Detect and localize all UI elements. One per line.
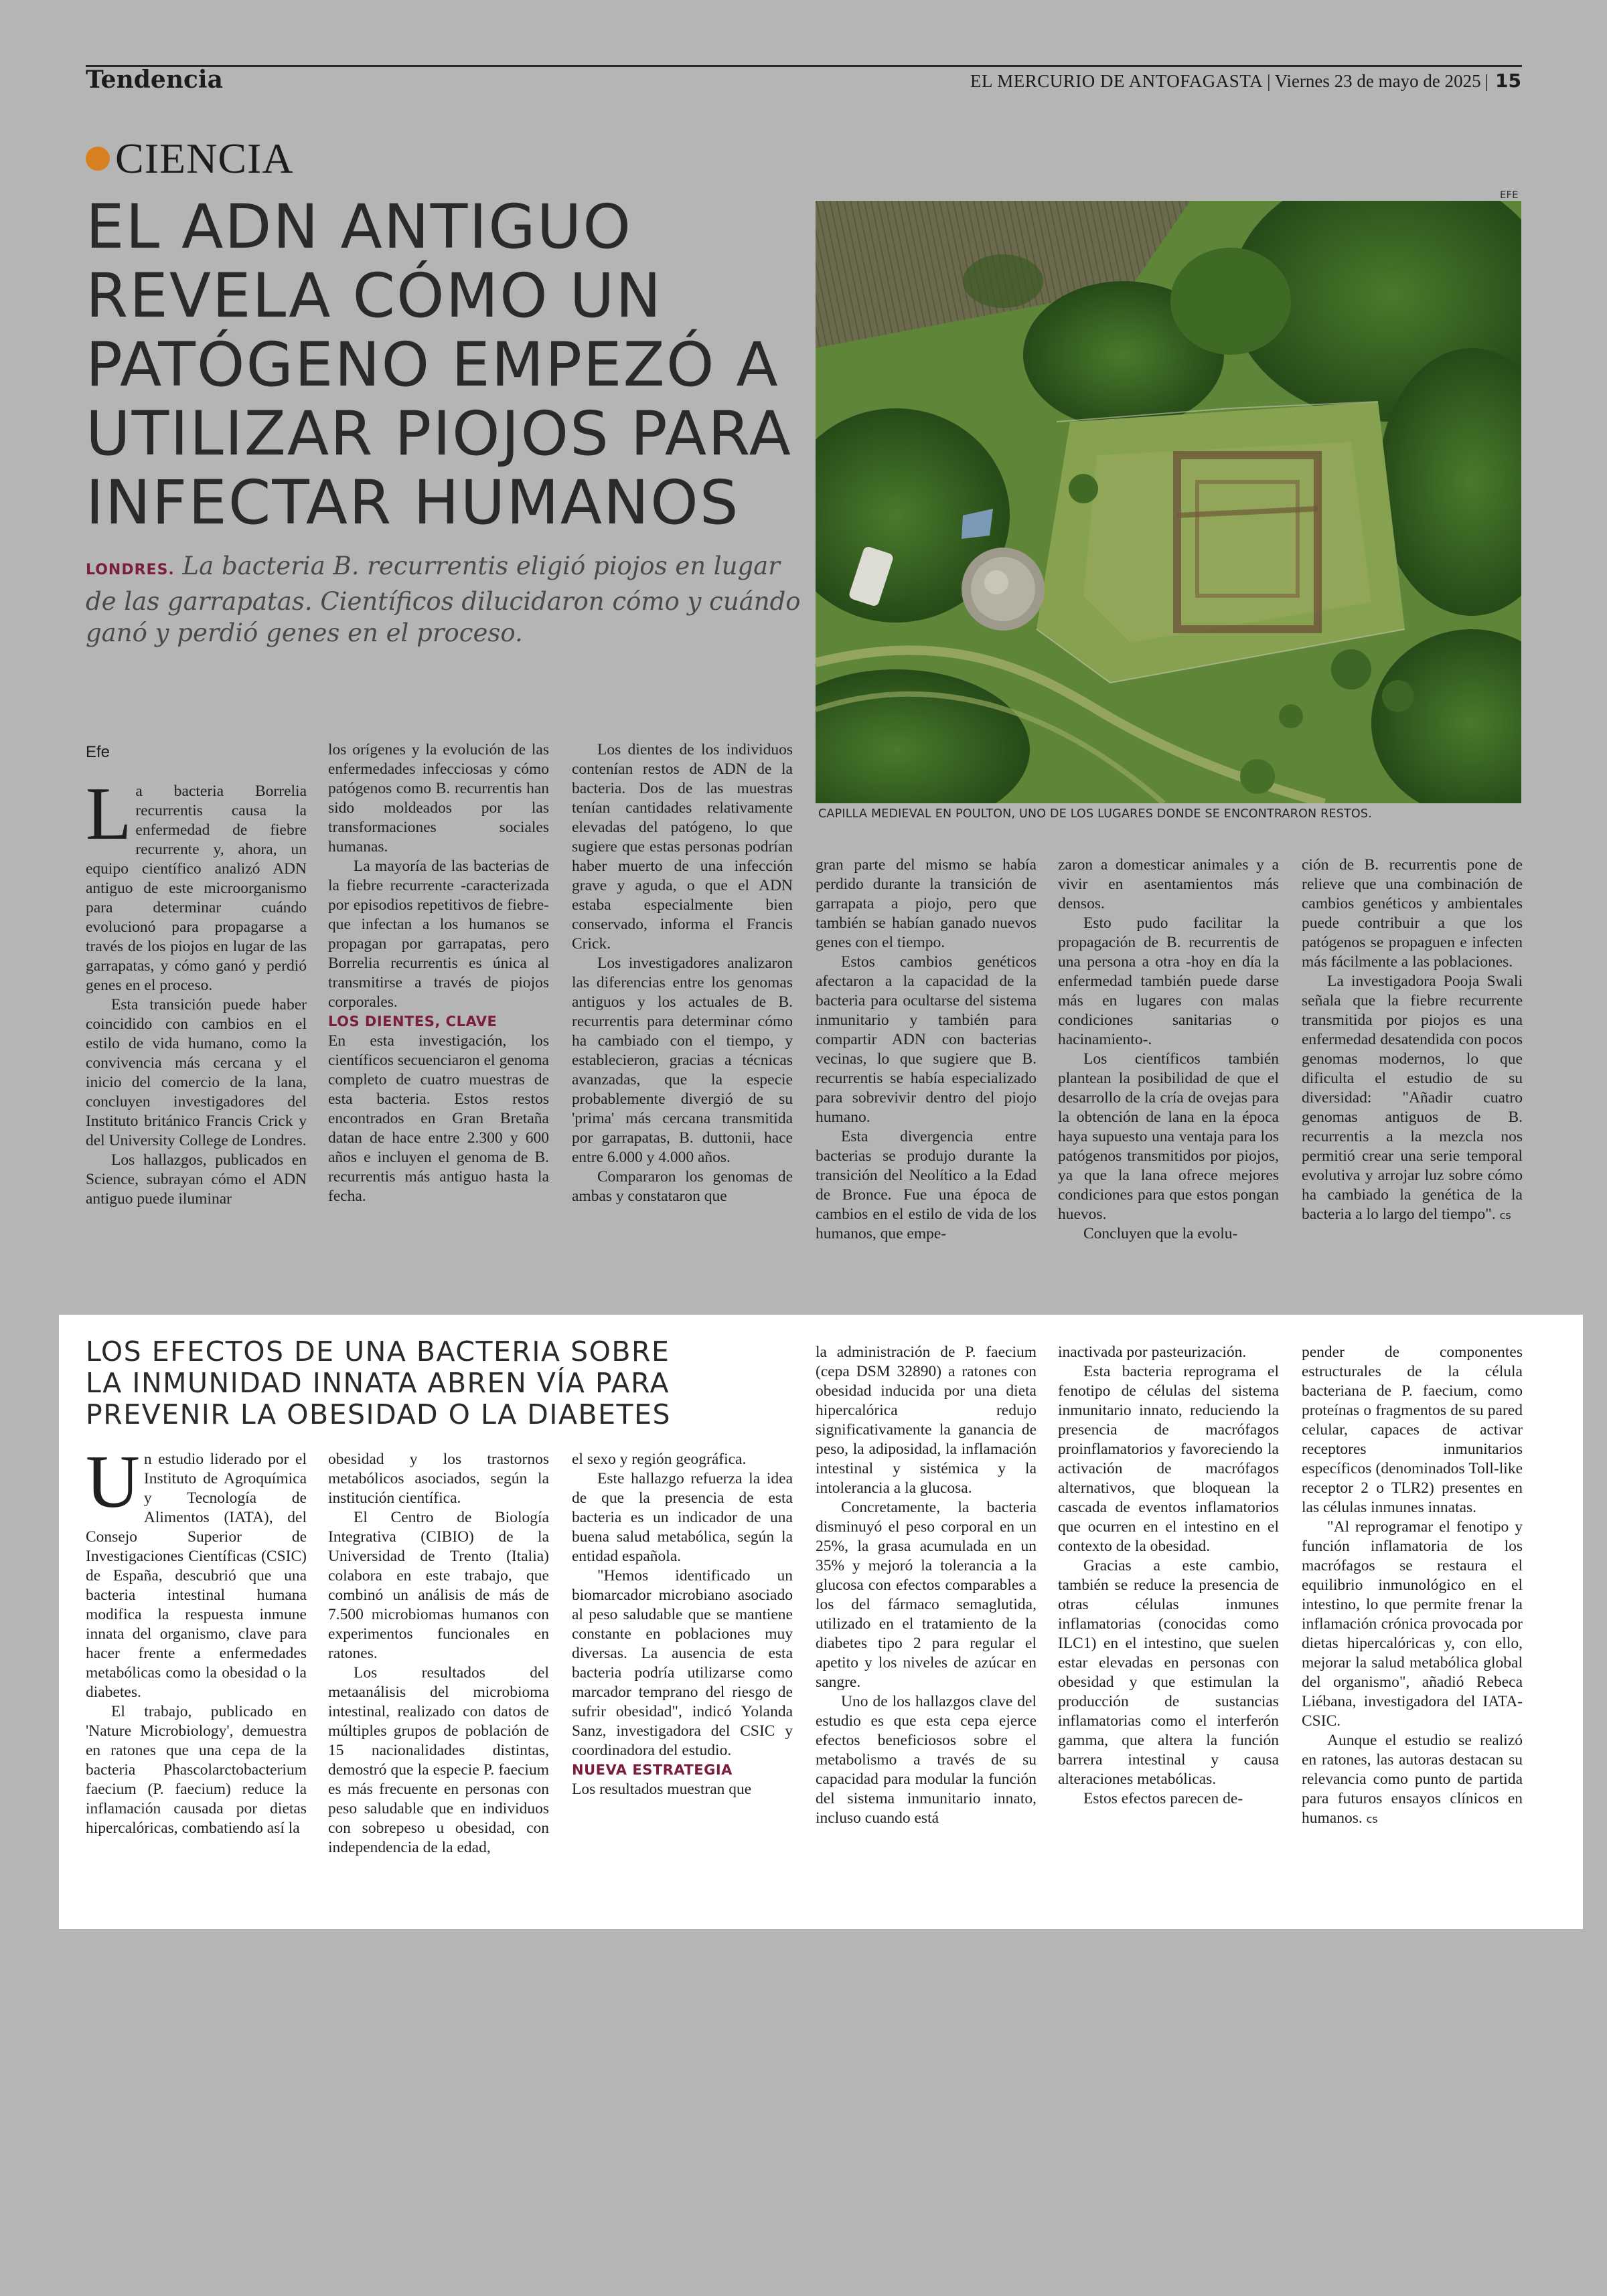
paragraph: Los hallazgos, publicados en Science, subrayan cómo el ADN antiguo puede iluminar [86, 1151, 307, 1208]
headline-line: UTILIZAR PIOJOS PARA [86, 399, 792, 469]
box-headline [86, 1336, 795, 1430]
paragraph: gran parte del mismo se había perdido durante la transición de garrapata a piojo, pero que también se habían ganado nuevos genes con el tiempo. [816, 856, 1037, 951]
kicker-dot-icon [86, 147, 110, 171]
issue-date: Viernes 23 de mayo de 2025 [1274, 71, 1481, 91]
headline-line: REVELA CÓMO UN [86, 261, 663, 331]
paragraph: los orígenes y la evolución de las enfermedades infecciosas y cómo patógenos como B. recurrentis han sido moldeados por las transformaciones sociales humanas. [328, 741, 549, 855]
paragraph: Estos efectos parecen de- [1083, 1790, 1243, 1807]
publication-name: EL MERCURIO DE ANTOFAGASTA [970, 71, 1264, 91]
paragraph: Estos cambios genéticos afectaron a la capacidad de la bacteria para ocultarse del sistema inmunitario y también para compartir ADN con bacterias vecinas, lo que sugiere que B. recurrentis se había especializado para sobrevivir dentro del piojo humano. [816, 953, 1037, 1126]
box-column-2 [328, 1450, 549, 1858]
box-column-4 [816, 1343, 1037, 1828]
article-column-2 [328, 740, 549, 1206]
box-column-1 [86, 1441, 307, 1838]
paragraph: obesidad y los trastornos metabólicos asociados, según la institución científica. [328, 1451, 549, 1507]
paragraph: zaron a domesticar animales y a vivir en asentamientos más densos. [1058, 856, 1279, 912]
header-rule [86, 65, 1522, 67]
kicker [86, 134, 294, 183]
page-number: 15 [1495, 70, 1521, 92]
box-headline-line: LA INMUNIDAD INNATA ABREN VÍA PARA [86, 1367, 670, 1399]
paragraph: Los resultados muestran que [572, 1781, 752, 1798]
paragraph: la administración de P. faecium (cepa DSM 32890) a ratones con obesidad inducida por una dieta hipercalórica redujo significativamente la ganancia de peso, la adiposidad, la inflamación intestinal y sistémica y la intolerancia a la glucosa. [816, 1343, 1037, 1497]
paragraph [86, 772, 307, 995]
end-mark-icon: cs [1366, 1813, 1378, 1825]
paragraph: La mayoría de las bacterias de la fiebre recurrente -caracterizada por episodios repetitivos de fiebre- que infectan a los humanos se propagan por garrapatas, pero Borrelia recurrentis es única al transmitirse a través de piojos corporales. [328, 857, 549, 1011]
paragraph: Concluyen que la evolu- [1083, 1225, 1238, 1242]
paragraph: Este hallazgo refuerza la idea de que la presencia de esta bacteria es un indicador de una buena salud metabólica, según la entidad española. [572, 1470, 793, 1565]
paragraph [86, 1441, 307, 1702]
drop-cap: L [86, 772, 132, 855]
paragraph: Los dientes de los individuos contenían restos de ADN de la bacteria. Dos de las muestras tenían cantidades relativamente elevadas del patógeno, lo que sugiere que estas personas podrían haber muerto de una infección grave y aguda, o que el ADN estaba especialmente bien conservado, informa el Francis Crick. [572, 741, 793, 953]
paragraph: Esta transición puede haber coincidido con cambios en el estilo de vida humano, como la convivencia más cercana y el inicio del comercio de la lana, concluyen investigadores del Instituto británico Francis Crick y del University College de Londres. [86, 996, 307, 1149]
aerial-photo [816, 201, 1521, 803]
article-column-4 [816, 855, 1037, 1244]
paragraph: El trabajo, publicado en 'Nature Microbiology', demuestra en ratones que una cepa de la bacteria Phascolarctobacterium faecium (P. faecium) reduce la inflamación causada por dietas hipercalóricas, combatiendo así la [86, 1703, 307, 1837]
article-column-5 [1058, 855, 1279, 1244]
paragraph: Concretamente, la bacteria disminuyó el peso corporal en un 25%, la grasa acumulada en un 35% y mejoró la tolerancia a la glucosa con efectos comparables a los del fármaco semaglutida, utilizado en el tratamiento de la diabetes tipo 2 para regular el apetito y los niveles de azúcar en sangre. [816, 1499, 1037, 1691]
paragraph: "Hemos identificado un biomarcador microbiano asociado al peso saludable que se mantiene constante en poblaciones muy diversas. La ausencia de esta bacteria podría utilizarse como marcador temprano del riesgo de sufrir obesidad", indicó Yolanda Sanz, investigadora del CSIC y coordinadora del estudio. [572, 1567, 793, 1759]
paragraph: Los científicos también plantean la posibilidad de que el desarrollo de la cría de ovejas para la obtención de lana en la época haya supuesto una ventaja para los patógenos transmitidos por piojos, ya que la lana ofrece mejores condiciones para que estos pongan huevos. [1058, 1050, 1279, 1223]
paragraph: pender de componentes estructurales de la célula bacteriana de P. faecium, como proteínas o fragmentos de su pared celular, capaces de activar receptores inmunitarios específicos (denominados Toll-like receptor 2 o TLR2) presentes en las células inmunes innatas. [1302, 1343, 1523, 1516]
subhead-nueva-estrategia: NUEVA ESTRATEGIA [572, 1762, 733, 1778]
section-label: Tendencia [86, 66, 223, 94]
paragraph: Esta divergencia entre bacterias se produjo durante la transición del Neolítico a la Edad de Bronce. Fue una época de cambios en el estilo de vida de los humanos, que empe- [816, 1128, 1037, 1242]
paragraph [1302, 1731, 1523, 1829]
paragraph-text: a bacteria Borrelia recurrentis causa la enfermedad de fiebre recurrente y, ahora, un equipo científico analizó ADN antiguo de este microorganismo para determinar cuándo evolucionó para propagarse a través de los piojos en lugar de las garrapatas, y cómo ganó y perdió genes en el proceso. [86, 783, 307, 994]
article-lede [86, 550, 802, 649]
photo-credit: EFE [1500, 189, 1519, 201]
lede-text: La bacteria B. recurrentis eligió piojos en lugar de las garrapatas. Científicos dilucidaron cómo y cuándo ganó y perdió genes en el proceso. [86, 552, 801, 647]
box-headline-line: LOS EFECTOS DE UNA BACTERIA SOBRE [86, 1335, 670, 1368]
paragraph: ción de B. recurrentis pone de relieve que una combinación de cambios genéticos y ambientales puede contribuir a que los patógenos se propaguen e infecten más fácilmente a las poblaciones. [1302, 856, 1523, 971]
headline-line: EL ADN ANTIGUO [86, 192, 632, 262]
kicker-label: CIENCIA [115, 135, 294, 182]
paragraph: Compararon los genomas de ambas y constataron que [572, 1168, 793, 1205]
article-column-6 [1302, 855, 1523, 1225]
box-column-6 [1302, 1343, 1523, 1829]
drop-cap: U [86, 1441, 140, 1524]
photo-caption: CAPILLA MEDIEVAL EN POULTON, UNO DE LOS LUGARES DONDE SE ENCONTRARON RESTOS. [818, 807, 1372, 821]
box-column-5 [1058, 1343, 1279, 1809]
paragraph-text: Aunque el estudio se realizó en ratones, las autoras destacan su relevancia como punto de partida para futuros ensayos clínicos en humanos. [1302, 1732, 1523, 1827]
lede-city: LONDRES. [86, 562, 175, 578]
paragraph-text: La investigadora Pooja Swali señala que la fiebre recurrente transmitida por piojos es una enfermedad desatendida con pocos genomas modernos, lo que dificulta el estudio de su diversidad: "Añadir cuatro genomas antiguos de B. recurrentis a la mezcla nos permitió crear una serie temporal evolutiva y arrojar luz sobre cómo ha cambiado la genética de la bacteria a lo largo del tiempo". [1302, 973, 1523, 1223]
headline-line: INFECTAR HUMANOS [86, 468, 740, 538]
subhead-dientes: LOS DIENTES, CLAVE [328, 1013, 498, 1030]
paragraph: El Centro de Biología Integrativa (CIBIO) de la Universidad de Trento (Italia) colabora en este trabajo, que combinó un análisis de más de 7.500 microbiomas humanos con experimentos funcionales en ratones. [328, 1509, 549, 1662]
paragraph: Uno de los hallazgos clave del estudio es que esta cepa ejerce efectos beneficiosos sobre el metabolismo a través de su capacidad para modular la función del sistema inmunitario innato, incluso cuando está [816, 1693, 1037, 1827]
box-column-3 [572, 1450, 793, 1799]
paragraph: Los investigadores analizaron las diferencias entre los genomas antiguos y los actuales de B. recurrentis para determinar cómo ha cambiado con el tiempo, y establecieron, gracias a técnicas avanzadas, que la especie probablemente divergió de su 'prima' más cercana transmitida por garrapatas, B. duttonii, hace entre 6.000 y 4.000 años. [572, 955, 793, 1166]
paragraph-text: n estudio liderado por el Instituto de Agroquímica y Tecnología de Alimentos (IATA), del Consejo Superior de Investigaciones Científicas (CSIC) de España, descubrió que una bacteria intestinal humana modifica la respuesta inmune innata del organismo, clave para hacer frente a enfermedades metabólicas como la obesidad o la diabetes. [86, 1451, 307, 1701]
end-mark-icon: cs [1499, 1209, 1511, 1222]
paragraph: Gracias a este cambio, también se reduce la presencia de otras células inmunes inflamatorias (conocidas como ILC1) en el intestino, que suelen estar elevadas en personas con obesidad y que estimulan la producción de sustancias inflamatorias como el interferón gamma, que altera la función barrera intestinal y causa alteraciones metabólicas. [1058, 1557, 1279, 1788]
paragraph: inactivada por pasteurización. [1058, 1343, 1247, 1361]
headline-line: PATÓGENO EMPEZÓ A [86, 330, 779, 400]
article-column-3 [572, 740, 793, 1206]
paragraph: Esto pudo facilitar la propagación de B. recurrentis de una persona a otra -hoy en día la enfermedad también puede darse más en lugares con malas condiciones sanitarias o hacinamiento-. [1058, 914, 1279, 1048]
paragraph: "Al reprogramar el fenotipo y función inflamatoria de los macrófagos se restaura el equilibrio inmunológico en el intestino, lo que permite frenar la inflamación crónica provocada por dietas hipercalóricas y, con ello, mejorar la salud metabólica global del organismo", añadió Rebeca Liébana, investigadora del IATA-CSIC. [1302, 1518, 1523, 1730]
aerial-photo-illustration [816, 201, 1521, 803]
article-column-1 [86, 772, 307, 1209]
paragraph: En esta investigación, los científicos secuenciaron el genoma completo de cuatro muestras de esta bacteria. Estos restos encontrados en Gran Bretaña datan de hace entre 2.300 y 600 años e incluyen el genoma de B. recurrentis más antiguo hasta la fecha. [328, 1032, 549, 1205]
paragraph [1302, 972, 1523, 1225]
box-headline-line: PREVENIR LA OBESIDAD O LA DIABETES [86, 1398, 672, 1430]
article-headline [86, 192, 792, 538]
paragraph: Los resultados del metaanálisis del microbioma intestinal, realizado con datos de múltiples grupos de población de 15 nacionalidades distintas, demostró que la especie P. faecium es más frecuente en personas con peso saludable que en individuos con sobrepeso u obesidad, con independencia de la edad, [328, 1664, 549, 1856]
paragraph: Esta bacteria reprograma el fenotipo de células del sistema inmunitario innato, reduciendo la presencia de macrófagos proinflamatorios y favoreciendo la activación de macrófagos alternativos, que bloquean la cascada de eventos inflamatorios que ocurren en el intestino en el contexto de la obesidad. [1058, 1363, 1279, 1555]
masthead: EL MERCURIO DE ANTOFAGASTA | Viernes 23 de mayo de 2025 | 15 [970, 70, 1521, 92]
paragraph: el sexo y región geográfica. [572, 1451, 747, 1468]
byline: Efe [86, 743, 110, 761]
